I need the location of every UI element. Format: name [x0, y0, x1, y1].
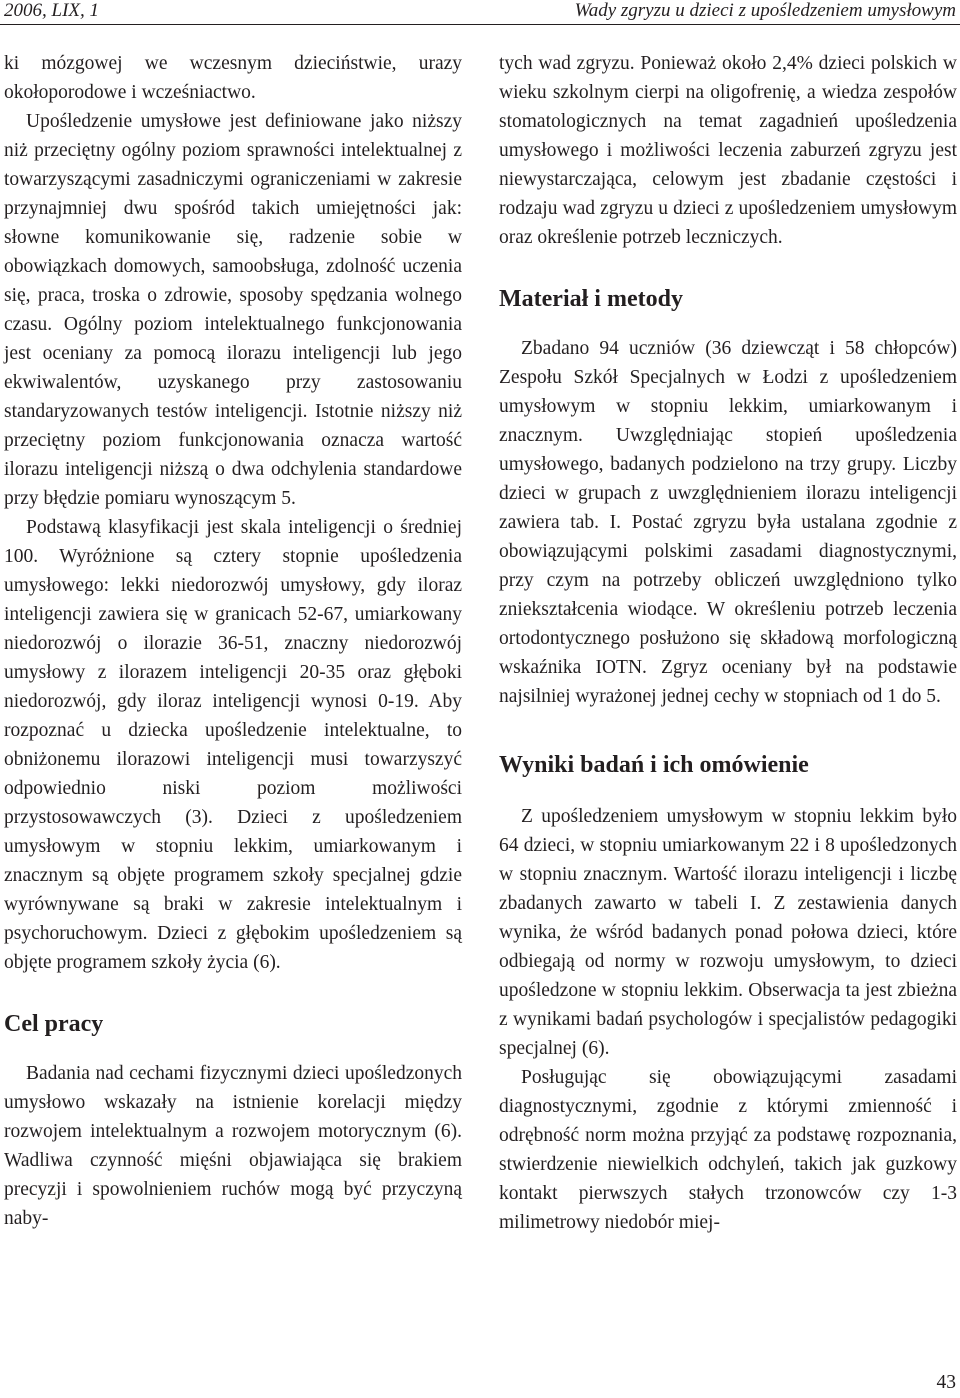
- section-heading-wyniki: Wyniki badań i ich omówienie: [499, 752, 809, 778]
- paragraph: Badania nad cechami fizycznymi dzieci upośledzonych umysłowo wskazały na istnienie korelacji między rozwojem intelektualnym a rozwojem motorycznym (6). Wadliwa czynność mięśni objawiająca się brakiem precyzji i spowolnieniem ruchów mogą być przyczyną naby-: [4, 1063, 462, 1229]
- article-running-title: Wady zgryzu u dzieci z upośledzeniem umysłowym: [574, 0, 956, 21]
- paragraph: Posługując się obowiązującymi zasadami diagnostycznymi, zgodnie z którymi zmienność i odrębność norm można przyjąć za podstawę rozpoznania, stwierdzenie niewielkich odchyleń, takich jak guzkowy kontakt pierwszych stałych trzonowców czy 1-3 milimetrowy niedobór miej-: [499, 1067, 957, 1233]
- paragraph: Zbadano 94 uczniów (36 dziewcząt i 58 chłopców) Zespołu Szkół Specjalnych w Łodzi z upośledzeniem umysłowym w stopniu lekkim, umiarkowanym i znacznym. Uwzględniając stopień upośledzenia umysłowego, badanych podzielono na trzy grupy. Liczby dzieci w grupach z uwzględnieniem ilorazu inteligencji zawiera tab. I. Postać zgryzu była ustalana zgodnie z obowiązującymi polskimi zasadami diagnostycznymi, przy czym na potrzeby obliczeń uwzględniono tylko zniekształcenia wiodące. W określeniu potrzeb leczenia ortodontycznego posłużono się składową morfologiczną wskaźnika IOTN. Zgryz oceniany był na podstawie najsilniej wyrażonej jednej cechy w stopniach od 1 do 5.: [499, 338, 957, 707]
- paragraph: Z upośledzeniem umysłowym w stopniu lekkim było 64 dzieci, w stopniu umiarkowanym 22 i 8 upośledzonych w stopniu znacznym. Wartość ilorazu inteligencji i liczbę zbadanych zawarto w tabeli I. Z zestawienia danych wynika, że wśród badanych ponad połowa dzieci, które odbiegają od normy w rozwoju umysłowym, to dzieci upośledzone w stopniu lekkim. Obserwacja ta jest zbieżna z wynikami badań psychologów i specjalistów pedagogiki specjalnej (6).: [499, 806, 957, 1059]
- paragraph: Upośledzenie umysłowe jest definiowane jako niższy niż przeciętny ogólny poziom sprawności intelektualnej z towarzyszącymi zasadniczymi ograniczeniami w zakresie przynajmniej dwu spośród takich umiejętności jak: słowne komunikowanie się, radzenie sobie w obowiązkach domowych, samoobsługa, zdolność uczenia się, praca, troska o zdrowie, sposoby spędzania wolnego czasu. Ogólny poziom intelektualnego funkcjonowania jest oceniany za pomocą ilorazu inteligencji lub jego ekwiwalentów, uzyskanego przy zastosowaniu standaryzowanych testów inteligencji. Istotnie niższy niż przeciętny poziom funkcjonowania oznacza wartość ilorazu inteligencji niższą o dwa odchylenia standardowe przy błędzie pomiaru wynoszącym 5.: [4, 111, 462, 509]
- running-header: [0, 0, 960, 26]
- paragraph: ki mózgowej we wczesnym dzieciństwie, urazy okołoporodowe i wcześniactwo.: [4, 53, 462, 103]
- section-heading-material-i-metody: Materiał i metody: [499, 286, 683, 312]
- right-column: [499, 49, 957, 1237]
- header-rule: [0, 24, 960, 25]
- paragraph: tych wad zgryzu. Ponieważ około 2,4% dzieci polskich w wieku szkolnym cierpi na oligofrenię, a wiedza zespołów stomatologicznych na temat zagadnień upośledzenia umysłowego i możliwości leczenia zaburzeń zgryzu jest niewystarczająca, celowym jest zbadanie częstości i rodzaju wad zgryzu u dzieci z upośledzeniem umysłowym oraz określenie potrzeb leczniczych.: [499, 53, 957, 248]
- section-heading-cel-pracy: Cel pracy: [4, 1011, 104, 1037]
- page-number: 43: [936, 1372, 956, 1393]
- paragraph: Podstawą klasyfikacji jest skala inteligencji o średniej 100. Wyróżnione są cztery stopnie upośledzenia umysłowego: lekki niedorozwój umysłowy, gdy iloraz inteligencji zawiera się w granicach 52-67, umiarkowany niedorozwój o ilorazie 36-51, znaczny niedorozwój umysłowy z ilorazem inteligencji 20-35 oraz głęboki niedorozwój, gdy iloraz inteligencji wynosi 0-19. Aby rozpoznać u dziecka upośledzenie intelektualne, to obniżonemu ilorazowi inteligencji musi towarzyszyć odpowiednio niski poziom możliwości przystosowawczych (3). Dzieci z upośledzeniem umysłowym w stopniu lekkim, umiarkowanym i znacznym są objęte programem szkoły specjalnej gdzie wyrównywane są braki w zakresie intelektualnym i psychoruchowym. Dzieci z głębokim upośledzeniem są objęte programem szkoły życia (6).: [4, 517, 462, 973]
- left-column: [4, 49, 462, 1233]
- journal-issue: 2006, LIX, 1: [4, 0, 99, 21]
